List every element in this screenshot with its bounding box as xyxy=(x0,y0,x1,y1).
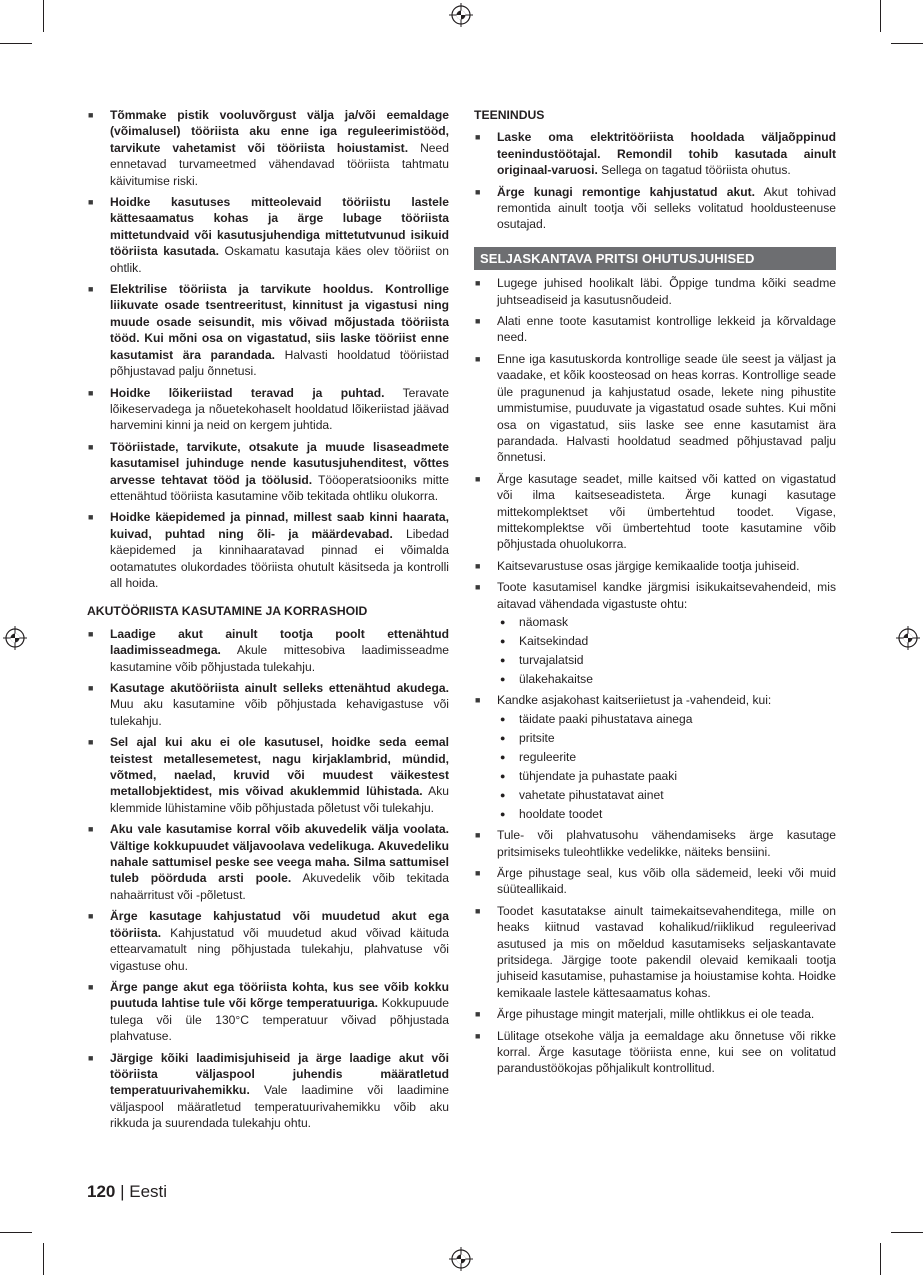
crop-mark-bottom-left xyxy=(43,1243,44,1275)
list-item xyxy=(474,129,836,178)
item-bold-text: Ärge kasutage kahjustatud või muudetud akut ega tööriista. xyxy=(110,909,449,940)
list-item xyxy=(87,734,449,816)
list-item xyxy=(87,979,449,1045)
sublist-item: ● reguleerite xyxy=(497,749,836,765)
list-item-ppe xyxy=(474,579,836,687)
item-bold-text: Aku vale kasutamise korral võib akuvedelik välja voolata. Vältige kokkupuudet väljavoolava vedelikuga. Akuvedeliku nahale sattumisel peske see veega maha. Silma sattumisel tuleb pöörduda arsti poole. xyxy=(110,822,449,886)
item-bold-text: Hoidke käepidemed ja pinnad, millest saab kinni haarata, kuivad, puhtad ning õli- ja määrdevabad. xyxy=(110,510,449,541)
sublist-item: ● täidate paaki pihustatava ainega xyxy=(497,711,836,727)
item-text: Sellega on tagatud tööriista ohutus. xyxy=(597,163,791,178)
crop-mark-top-right xyxy=(880,0,881,32)
sublist-item: ● vahetate pihustatavat ainet xyxy=(497,787,836,803)
list-item xyxy=(87,509,449,591)
sprayer-section-heading: SELJASKANTAVA PRITSI OHUTUSJUHISED xyxy=(474,247,836,270)
when-intro: Kandke asjakohast kaitseriietust ja -vahendeid, kui: xyxy=(497,693,772,708)
item-bold-text: Ärge pange akut ega tööriista kohta, kus see võib kokku puutuda lahtise tule või kõrge temperatuuriga. xyxy=(110,979,449,1011)
registration-mark-icon xyxy=(3,626,27,650)
sublist-item: ● näomask xyxy=(497,614,836,630)
list-item: ■ Lülitage otsekohe välja ja eemaldage aku õnnetuse või rikke korral. Ärge kasutage tööriista enne, kui see on volitatud parandustöökojas põhjalikult kontrollitud. xyxy=(474,1028,836,1077)
list-item: ■ Lugege juhised hoolikalt läbi. Õppige tundma kõiki seadme juhtseadiseid ja kasutusnõudeid. xyxy=(474,275,836,308)
item-text: Vale laadimine või laadimine väljaspool määratletud temperatuurivahemikku võib aku rikkuda ja suurendada tulekahju ohtu. xyxy=(110,1083,449,1131)
registration-mark-icon xyxy=(449,1247,473,1271)
item-bold-text: Tõmmake pistik vooluvõrgust välja ja/või eemaldage (võimalusel) tööriista aku enne iga reguleerimistööd, tarvikute vahetamist või tööriista hoiustamist. xyxy=(110,108,449,155)
list-item xyxy=(87,908,449,974)
item-text: Kokkupuude tulega või üle 130°C temperatuur võivad põhjustada plahvatuse. xyxy=(110,996,449,1044)
item-bold-text: Hoidke kasutuses mitteolevaid tööriistu lastele kättesaamatus kohas ja ärge lubage tööriista mittetundvaid või kasutusjuhendiga mittetutvunud isikuid tööriista kasutada. xyxy=(110,195,449,259)
left-column xyxy=(87,107,449,1137)
sublist-item: ● ülakehakaitse xyxy=(497,671,836,687)
list-item xyxy=(87,281,449,379)
crop-mark-bottom-left-h xyxy=(0,1232,32,1233)
list-item xyxy=(87,439,449,505)
battery-section-heading: AKUTÖÖRIISTA KASUTAMINE JA KORRASHOID xyxy=(87,604,368,619)
item-text: Kahjustatud või muudetud akud võivad käituda ettearvamatult ning põhjustada tulekahju, plahvatuse või vigastuse ohu. xyxy=(110,925,449,973)
registration-mark-icon xyxy=(449,3,473,27)
list-item: ■ Tule- või plahvatusohu vähendamiseks ärge kasutage pritsimiseks tuleohtlikke vedelikke, näiteks bensiini. xyxy=(474,827,836,860)
item-text: Akut tohivad remontida ainult tootja või selleks volitatud hooldusteenuse osutajad. xyxy=(497,184,837,232)
page-footer xyxy=(87,1182,167,1202)
footer-language: Eesti xyxy=(129,1182,168,1201)
sublist-item: ● hooldate toodet xyxy=(497,806,836,822)
when-sublist xyxy=(497,711,836,822)
item-bold-text: Tööriistade, tarvikute, otsakute ja muude lisaseadmete kasutamisel juhinduge nende kasutusjuhenditest, võttes arvesse tehtavat tööd ja töölusid. xyxy=(110,439,449,487)
list-item: ■ Alati enne toote kasutamist kontrollige lekkeid ja kõrvaldage need. xyxy=(474,313,836,346)
list-item: ■ Toodet kasutatakse ainult taimekaitsevahenditega, mille on heaks kiitnud vastavad kohalikud/riiklikud reguleerivad asutused ja mis on mõeldud kasutamiseks seljaskantavate pritsidega. Järgige toote pakendil olevaid kemikaali tootja juhiseid kasutamise, puhastamise ja hoiustamise kohta. Hoidke kemikaale lastele kättesaamatus kohas. xyxy=(474,903,836,1001)
footer-separator: | xyxy=(115,1182,130,1201)
sublist-item: ● turvajalatsid xyxy=(497,652,836,668)
safety-list xyxy=(87,107,449,591)
list-item: ■ Enne iga kasutuskorda kontrollige seade üle seest ja väljast ja vaadake, et kõik koosteosad on heas korras. Kontrollige seade üle pragunenud ja kahjustatud osade, lekete ning pihustite ummistumise, puuduvate ja vigastatud osade suhtes. Kui mõni osa on vigastatud, siis laske see enne kasutamist ära parandada. Halvasti hooldatud seadmed põhjustavad palju õnnetusi. xyxy=(474,351,836,466)
list-item: ■ Ärge pihustage seal, kus võib olla sädemeid, leeki või muid süüteallikaid. xyxy=(474,865,836,898)
item-text: Need ennetavad turvameetmed vähendavad tööriista tahtmatu käivitumise riski. xyxy=(110,140,449,188)
list-item xyxy=(87,385,449,434)
list-item: ■ Kaitsevarustuse osas järgige kemikaalide tootja juhiseid. xyxy=(474,558,836,574)
list-item xyxy=(87,680,449,729)
item-text: Tööoperatsiooniks mitte ettenähtud tööriista kasutamine võib tekitada ohtliku olukorra. xyxy=(110,472,449,503)
service-list xyxy=(474,129,836,232)
crop-mark-bottom-right xyxy=(880,1243,881,1275)
battery-list xyxy=(87,626,449,1132)
page-number: 120 xyxy=(87,1182,116,1201)
list-item xyxy=(87,107,449,189)
list-item: ■ Ärge kasutage seadet, mille kaitsed või katted on vigastatud või ilma kaitseseadisteta. Ärge kunagi kasutage mittekomplektset või ümbertehtud toodet. Vigase, mittekomplektse või ümbertehtud toote kasutamine võib põhjustada ohuolukorra. xyxy=(474,471,836,553)
crop-mark-top-left xyxy=(43,0,44,32)
list-item xyxy=(87,626,449,675)
item-text: Teravate lõikeservadega ja nõuetekohaselt hooldatud lõikeriistad jäävad harvemini kinni ja neid on kergem juhtida. xyxy=(110,385,449,433)
item-text: Muu aku kasutamine võib põhjustada kehavigastuse või tulekahju. xyxy=(110,697,449,728)
sublist-item: ● pritsite xyxy=(497,730,836,746)
item-text: Oskamatu kasutaja käes olev tööriist on ohtlik. xyxy=(110,244,449,275)
item-text: Akule mittesobiva laadimisseadme kasutamine võib põhjustada tulekahju. xyxy=(110,643,449,674)
list-item xyxy=(474,184,836,233)
sprayer-list xyxy=(474,275,836,1077)
service-section-heading: TEENINDUS xyxy=(474,108,545,122)
list-item xyxy=(87,821,449,903)
item-bold-text: Järgige kõiki laadimisjuhiseid ja ärge laadige akut või tööriista väljaspool juhendis määratletud temperatuurivahemikku. xyxy=(110,1050,449,1098)
crop-mark-top-left-h xyxy=(0,43,32,44)
ppe-intro: Toote kasutamisel kandke järgmisi isikukaitsevahendeid, mis aitavad vähendada vigastuste ohtu: xyxy=(497,580,836,611)
item-text: Libedad käepidemed ja kinnihaaratavad pinnad ei võimalda ootamatutes olukordades tööriista ohutult käsitseda ja kontrolli all hoida. xyxy=(110,526,450,590)
list-item: ■ Ärge pihustage mingit materjali, mille ohtlikkus ei ole teada. xyxy=(474,1006,836,1022)
item-bold-text: Elektrilise tööriista ja tarvikute hooldus. Kontrollige liikuvate osade tsentreeritust, kinnitust ja vigastusi ning muude osade seisundit, mis võivad mõjustada tööriista tööd. Kui mõni osa on vigastatud, siis laske tööriist enne kasutamist ära parandada. xyxy=(110,282,449,362)
sublist-item: ● tühjendate ja puhastate paaki xyxy=(497,768,836,784)
sublist-item: ● Kaitsekindad xyxy=(497,633,836,649)
item-bold-text: Sel ajal kui aku ei ole kasutusel, hoidke seda eemal teistest metallesemetest, nagu kirjaklambrid, mündid, võtmed, naelad, kruvid või muudest väikestest metallobjektidest, mis võivad akuklemmid lühistada. xyxy=(110,735,449,799)
item-bold-text: Kasutage akutööriista ainult selleks ettenähtud akudega. xyxy=(110,681,449,695)
crop-mark-bottom-right-h xyxy=(891,1232,923,1233)
registration-mark-icon xyxy=(896,626,920,650)
item-bold-text: Hoidke lõikeriistad teravad ja puhtad. xyxy=(110,385,385,400)
list-item-when xyxy=(474,692,836,822)
item-text: Halvasti hooldatud tööriistad põhjustavad palju õnnetusi. xyxy=(110,347,449,379)
item-text: Aku klemmide lühistamine võib põhjustada põletust või tulekahju. xyxy=(110,784,449,815)
list-item xyxy=(87,1050,449,1132)
item-text: Akuvedelik võib tekitada nahaärritust või -põletust. xyxy=(110,871,449,902)
list-item xyxy=(87,194,449,276)
item-bold-text: Ärge kunagi remontige kahjustatud akut. xyxy=(497,184,756,199)
right-column xyxy=(474,107,836,1082)
crop-mark-top-right-h xyxy=(891,43,923,44)
item-bold-text: Laske oma elektritööriista hooldada väljaõppinud teenindustöötajal. Remondil tohib kasutada ainult originaal-varuosi. xyxy=(497,130,836,178)
ppe-sublist xyxy=(497,614,836,687)
item-bold-text: Laadige akut ainult tootja poolt ettenähtud laadimisseadmega. xyxy=(110,626,449,658)
